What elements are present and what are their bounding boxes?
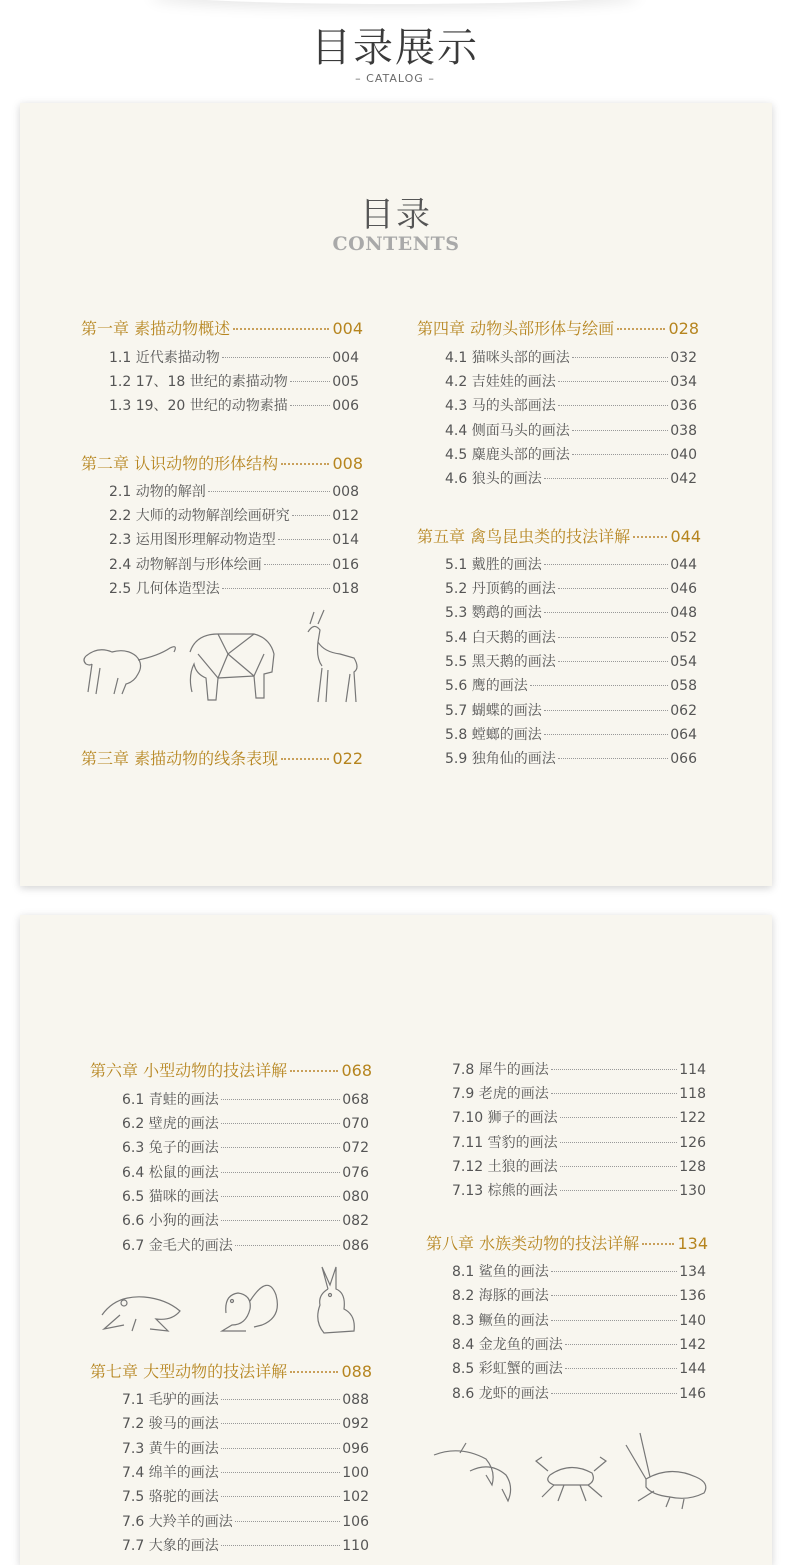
toc-item[interactable]: 2.1 动物的解剖 008 xyxy=(109,484,359,500)
toc-item[interactable]: 4.2 吉娃娃的画法 034 xyxy=(445,374,697,390)
toc-item[interactable]: 7.10 狮子的画法 122 xyxy=(452,1110,706,1126)
toc-chapter[interactable]: 第七章 大型动物的技法详解 088 xyxy=(90,1362,372,1381)
toc-item[interactable]: 2.2 大师的动物解剖绘画研究 012 xyxy=(109,508,359,524)
toc-item[interactable]: 4.4 侧面马头的画法 038 xyxy=(445,423,697,439)
toc-chapter[interactable]: 第三章 素描动物的线条表现 022 xyxy=(81,749,363,768)
toc-item[interactable]: 4.3 马的头部画法 036 xyxy=(445,398,697,414)
toc-chapter[interactable]: 第一章 素描动物概述 004 xyxy=(81,319,363,338)
toc-item[interactable]: 7.4 绵羊的画法 100 xyxy=(122,1465,369,1481)
toc-item[interactable]: 4.1 猫咪头部的画法 032 xyxy=(445,350,697,366)
toc-item[interactable]: 8.3 鳜鱼的画法 140 xyxy=(452,1313,706,1329)
aquatic-animal-sketch xyxy=(430,1431,720,1511)
toc-item[interactable]: 6.2 壁虎的画法 070 xyxy=(122,1116,369,1132)
toc-item[interactable]: 5.3 鹦鹉的画法 048 xyxy=(445,605,697,621)
contents-title-en: CONTENTS xyxy=(332,233,460,255)
toc-item[interactable]: 5.4 白天鹅的画法 052 xyxy=(445,630,697,646)
toc-item[interactable]: 5.5 黑天鹅的画法 054 xyxy=(445,654,697,670)
page-title: 目录展示 xyxy=(311,25,479,71)
toc-item[interactable]: 1.3 19、20 世纪的动物素描 006 xyxy=(109,398,359,414)
toc-item[interactable]: 7.1 毛驴的画法 088 xyxy=(122,1392,369,1408)
toc-item[interactable]: 5.9 独角仙的画法 066 xyxy=(445,751,697,767)
toc-chapter[interactable]: 第四章 动物头部形体与绘画 028 xyxy=(417,319,699,338)
toc-item[interactable]: 7.8 犀牛的画法 114 xyxy=(452,1062,706,1078)
toc-item[interactable]: 5.8 螳螂的画法 064 xyxy=(445,727,697,743)
toc-item[interactable]: 7.9 老虎的画法 118 xyxy=(452,1086,706,1102)
toc-item[interactable]: 7.3 黄牛的画法 096 xyxy=(122,1441,369,1457)
toc-item[interactable]: 4.5 麋鹿头部的画法 040 xyxy=(445,447,697,463)
toc-item[interactable]: 6.4 松鼠的画法 076 xyxy=(122,1165,369,1181)
toc-item[interactable]: 7.13 棕熊的画法 130 xyxy=(452,1183,706,1199)
toc-item[interactable]: 8.6 龙虾的画法 146 xyxy=(452,1386,706,1402)
top-shadow xyxy=(150,0,640,4)
toc-item[interactable]: 6.5 猫咪的画法 080 xyxy=(122,1189,369,1205)
contents-title: 目录 xyxy=(360,195,432,235)
toc-chapter[interactable]: 第八章 水族类动物的技法详解 134 xyxy=(426,1234,708,1253)
toc-item[interactable]: 6.6 小狗的画法 082 xyxy=(122,1213,369,1229)
toc-item[interactable]: 6.7 金毛犬的画法 086 xyxy=(122,1238,369,1254)
toc-chapter[interactable]: 第二章 认识动物的形体结构 008 xyxy=(81,454,363,473)
toc-item[interactable]: 4.6 狼头的画法 042 xyxy=(445,471,697,487)
contents-card-2 xyxy=(20,915,772,1565)
toc-item[interactable]: 7.5 骆驼的画法 102 xyxy=(122,1489,369,1505)
toc-item[interactable]: 7.7 大象的画法 110 xyxy=(122,1538,369,1554)
toc-item[interactable]: 6.1 青蛙的画法 068 xyxy=(122,1092,369,1108)
toc-item[interactable]: 2.3 运用图形理解动物造型 014 xyxy=(109,532,359,548)
toc-chapter[interactable]: 第五章 禽鸟昆虫类的技法详解 044 xyxy=(417,527,701,546)
toc-item[interactable]: 8.5 彩虹蟹的画法 144 xyxy=(452,1361,706,1377)
toc-item[interactable]: 8.1 鲨鱼的画法 134 xyxy=(452,1264,706,1280)
toc-item[interactable]: 1.1 近代素描动物 004 xyxy=(109,350,359,366)
toc-item[interactable]: 2.5 几何体造型法 018 xyxy=(109,581,359,597)
toc-item[interactable]: 5.6 鹰的画法 058 xyxy=(445,678,697,694)
contents-card-1 xyxy=(20,103,772,886)
toc-item[interactable]: 6.3 兔子的画法 072 xyxy=(122,1140,369,1156)
toc-item[interactable]: 8.2 海豚的画法 136 xyxy=(452,1288,706,1304)
animal-sketch-illustration xyxy=(78,608,368,708)
toc-item[interactable]: 1.2 17、18 世纪的素描动物 005 xyxy=(109,374,359,390)
toc-item[interactable]: 7.12 土狼的画法 128 xyxy=(452,1159,706,1175)
toc-item[interactable]: 5.1 戴胜的画法 044 xyxy=(445,557,697,573)
toc-item[interactable]: 8.4 金龙鱼的画法 142 xyxy=(452,1337,706,1353)
small-animal-sketch xyxy=(96,1265,366,1345)
toc-item[interactable]: 7.6 大羚羊的画法 106 xyxy=(122,1514,369,1530)
toc-item[interactable]: 5.2 丹顶鹤的画法 046 xyxy=(445,581,697,597)
toc-item[interactable]: 7.11 雪豹的画法 126 xyxy=(452,1135,706,1151)
toc-item[interactable]: 5.7 蝴蝶的画法 062 xyxy=(445,703,697,719)
toc-chapter[interactable]: 第六章 小型动物的技法详解 068 xyxy=(90,1061,372,1080)
page-subtitle: – CATALOG – xyxy=(355,72,435,85)
toc-item[interactable]: 2.4 动物解剖与形体绘画 016 xyxy=(109,557,359,573)
toc-item[interactable]: 7.2 骏马的画法 092 xyxy=(122,1416,369,1432)
